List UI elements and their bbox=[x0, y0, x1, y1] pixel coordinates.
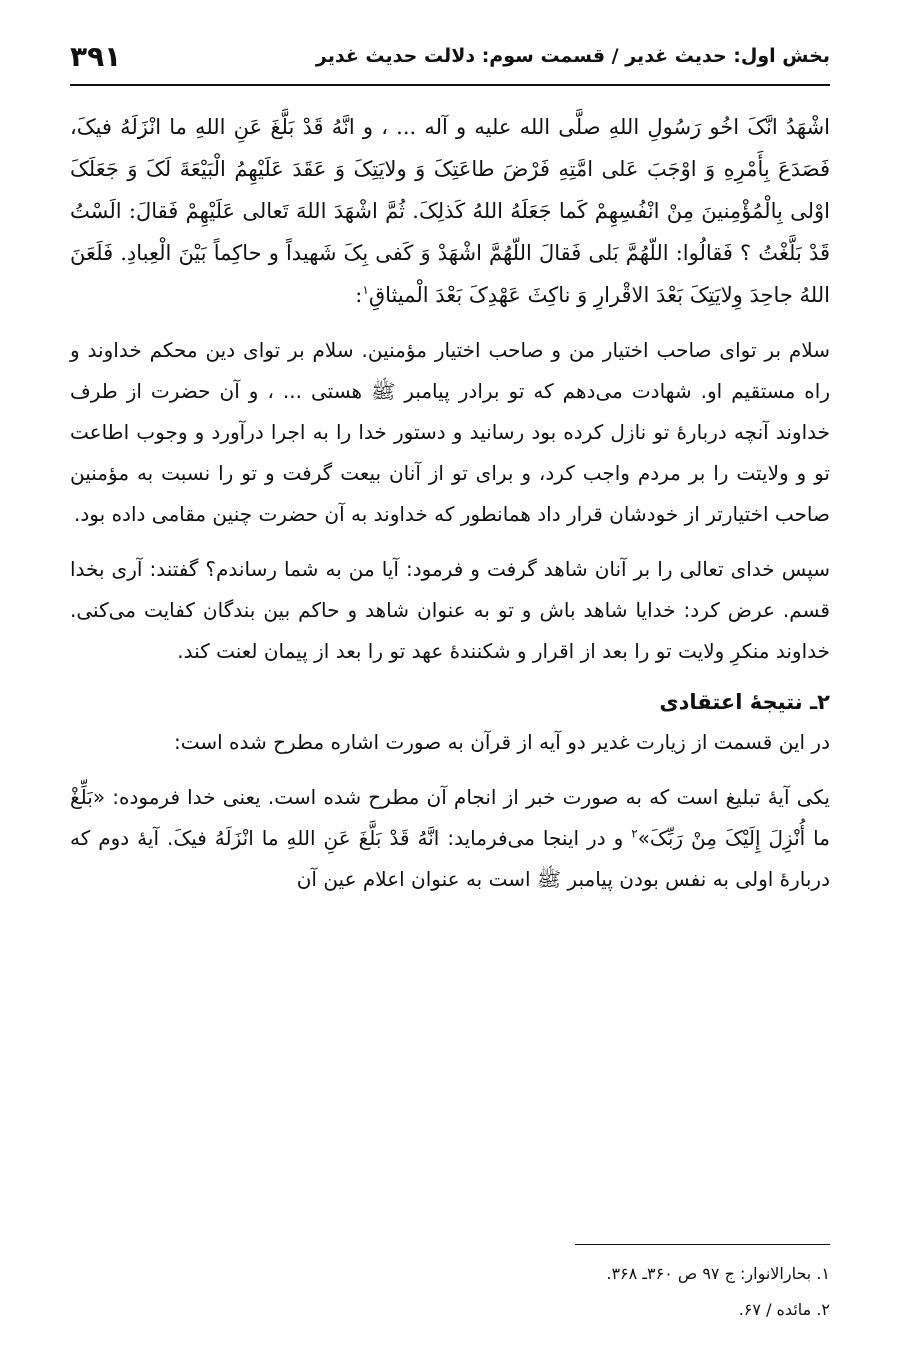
verse-paragraph bbox=[70, 777, 830, 900]
footnote-ref-1: ۱ bbox=[362, 283, 369, 297]
translation-paragraph: سلام بر توای صاحب اختیار من و صاحب اختیار مؤمنین. سلام بر توای دین محکم خداوند و راه مستقیم او. شهادت می‌دهم که تو برادر پیامبر ﷺ هستی ... ، و آن حضرت از طرف خداوند آنچه دربارهٔ تو نازل کرده بود رسانید و دستور خدا را به اجرا درآورد و وجوب اطاعت تو و ولایتت را بر مردم واجب کرد، و برای تو از آنان بیعت گرفت و تو را نسبت به مؤمنین صاحب اختیارتر از خودشان قرار داد همانطور که خداوند به آن حضرت چنین مقامی داده بود. bbox=[70, 338, 830, 526]
footnote-2: ۲. مائده / ۶۷. bbox=[738, 1300, 830, 1319]
verse-text-before: یکی آیهٔ تبلیغ است که به صورت خبر از انجام آن مطرح شده است. یعنی خدا فرموده: «بَلِّغْ ما أُنْزِلَ إِلَیْکَ مِنْ رَبِّکَ» bbox=[70, 785, 830, 850]
page-header bbox=[70, 28, 830, 86]
intro-paragraph: در این قسمت از زیارت غدیر دو آیه از قرآن به صورت اشاره مطرح شده است: bbox=[173, 730, 830, 754]
arabic-quote-paragraph bbox=[70, 106, 830, 316]
verse-text-after: و در اینجا می‌فرماید: انَّهُ قَدْ بَلَّغَ عَنِ اللهِ ما انْزَلَهُ فیکَ. آیهٔ دوم که دربارهٔ اولی به نفس بودن پیامبر ﷺ است به عنوان اعلام عین آن bbox=[70, 826, 830, 891]
footnote-divider bbox=[575, 1244, 830, 1245]
footnotes bbox=[70, 1256, 830, 1328]
page-body bbox=[70, 96, 830, 900]
running-header-title: بخش اول: حدیث غدیر / قسمت سوم: دلالت حدیث غدیر bbox=[315, 45, 830, 67]
arabic-quote-text: اشْهَدُ انَّکَ اخُو رَسُولِ اللهِ صلَّی الله علیه و آله ... ، و انَّهُ قَدْ بَلَّغَ عَنِ اللهِ ما انْزَلَهُ فیکَ، فَصَدَعَ بِأَمْرِهِ وَ اوْجَبَ عَلی امَّتِهِ فَرْضَ طاعَتِکَ وَ ولایَتِکَ وَ عَقَدَ عَلَیْهِمُ الْبَیْعَةَ لَکَ وَ جَعَلَکَ اوْلی بِالْمُؤْمِنینَ مِنْ انْفُسِهِمْ کَما جَعَلَهُ اللهُ کَذلِکَ. ثُمَّ اشْهَدَ اللهَ تَعالی عَلَیْهِمْ فَقالَ: الَسْتُ قَدْ بَلَّغْتُ ؟ فَقالُوا: اللّهُمَّ بَلی فَقالَ اللّهُمَّ اشْهَدْ وَ کَفی بِکَ شَهیداً و حاکِماً بَیْنَ الْعِبادِ. فَلَعَنَ اللهُ جاحِدَ وِلایَتِکَ بَعْدَ الاقْرارِ وَ ناکِثَ عَهْدِکَ بَعْدَ الْمیثاقِ bbox=[70, 115, 830, 307]
section-heading: ۲ـ نتیجهٔ اعتقادی bbox=[659, 690, 830, 714]
second-paragraph: سپس خدای تعالی را بر آنان شاهد گرفت و فرمود: آیا من به شما رساندم؟ گفتند: آری بخدا قسم. عرض کرد: خدایا شاهد باش و تو به عنوان شاهد و حاکم بین بندگان کفایت می‌کنی. خداوند منکرِ ولایت تو را بعد از اقرار و شکنندهٔ عهد تو را بعد از پیمان لعنت کند. bbox=[70, 557, 830, 663]
arabic-quote-end: : bbox=[355, 283, 363, 307]
footnote-ref-2: ۲ bbox=[631, 826, 638, 841]
page-number: ۳۹۱ bbox=[70, 39, 122, 73]
footnote-1: ۱. بحارالانوار: ج ۹۷ ص ۳۶۰ـ ۳۶۸. bbox=[606, 1264, 830, 1283]
